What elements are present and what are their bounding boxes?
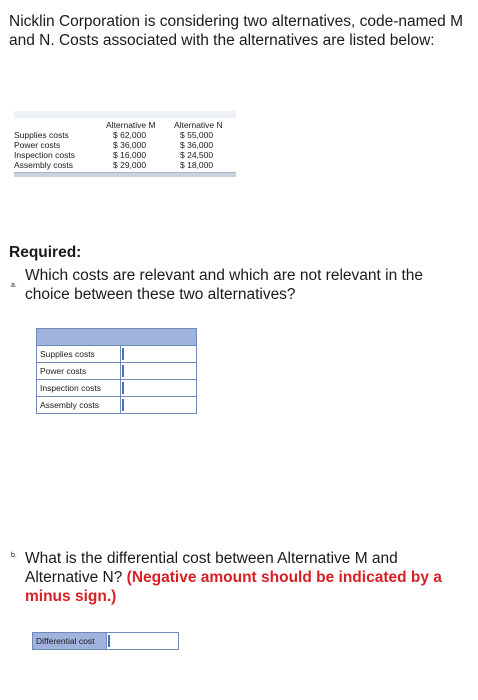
answer-grid-header xyxy=(37,329,196,346)
row-label: Assembly costs xyxy=(14,160,74,170)
answer-row-label: Supplies costs xyxy=(37,346,121,362)
row-label: Inspection costs xyxy=(14,150,75,160)
question-a-marker: a. xyxy=(11,282,17,289)
question-a-text: Which costs are relevant and which are not relevant in the choice between these two alternatives? xyxy=(25,267,424,303)
question-b-text: What is the differential cost between Alternative M and Alternative N? xyxy=(25,550,398,586)
row-label: Power costs xyxy=(14,140,61,150)
row-value-m: $ 36,000 xyxy=(113,140,147,150)
inspection-costs-answer-input[interactable] xyxy=(121,380,196,396)
table-header-row xyxy=(14,120,236,130)
intro-text: Nicklin Corporation is considering two alternatives, code-named M and N. Costs associated with the alternatives are listed below: xyxy=(9,13,464,49)
supplies-costs-answer-input[interactable] xyxy=(121,346,196,362)
row-value-n: $ 36,000 xyxy=(180,140,214,150)
answer-row-label: Inspection costs xyxy=(37,380,121,396)
row-value-m: $ 62,000 xyxy=(113,130,147,140)
power-costs-answer-input[interactable] xyxy=(121,363,196,379)
cost-table xyxy=(14,111,236,177)
row-value-n: $ 24,500 xyxy=(180,150,214,160)
question-b-paragraph xyxy=(25,549,470,606)
row-value-m: $ 29,000 xyxy=(113,160,147,170)
differential-cost-input[interactable] xyxy=(107,633,178,649)
row-value-n: $ 55,000 xyxy=(180,130,214,140)
relevance-answer-grid xyxy=(36,328,197,414)
answer-row xyxy=(37,363,196,380)
table-row xyxy=(14,150,236,160)
differential-cost-row xyxy=(32,632,179,650)
assembly-costs-answer-input[interactable] xyxy=(121,397,196,413)
row-value-n: $ 18,000 xyxy=(180,160,214,170)
header-blank xyxy=(14,120,104,130)
table-row xyxy=(14,130,236,140)
table-row xyxy=(14,140,236,150)
answer-row xyxy=(37,380,196,397)
differential-cost-label: Differential cost xyxy=(33,633,107,649)
header-alternative-n: Alternative N xyxy=(174,120,223,130)
answer-row xyxy=(37,397,196,413)
question-b-note: (Negative amount should be indicated by a minus sign.) xyxy=(25,569,442,605)
row-value-m: $ 16,000 xyxy=(113,150,147,160)
header-alternative-m: Alternative M xyxy=(106,120,156,130)
answer-row-label: Assembly costs xyxy=(37,397,121,413)
answer-row xyxy=(37,346,196,363)
table-top-bar xyxy=(14,111,236,118)
answer-row-label: Power costs xyxy=(37,363,121,379)
table-row xyxy=(14,160,236,170)
row-label: Supplies costs xyxy=(14,130,69,140)
question-b-marker: b. xyxy=(11,552,17,559)
required-heading: Required: xyxy=(9,244,82,261)
table-bottom-bar xyxy=(14,172,236,177)
